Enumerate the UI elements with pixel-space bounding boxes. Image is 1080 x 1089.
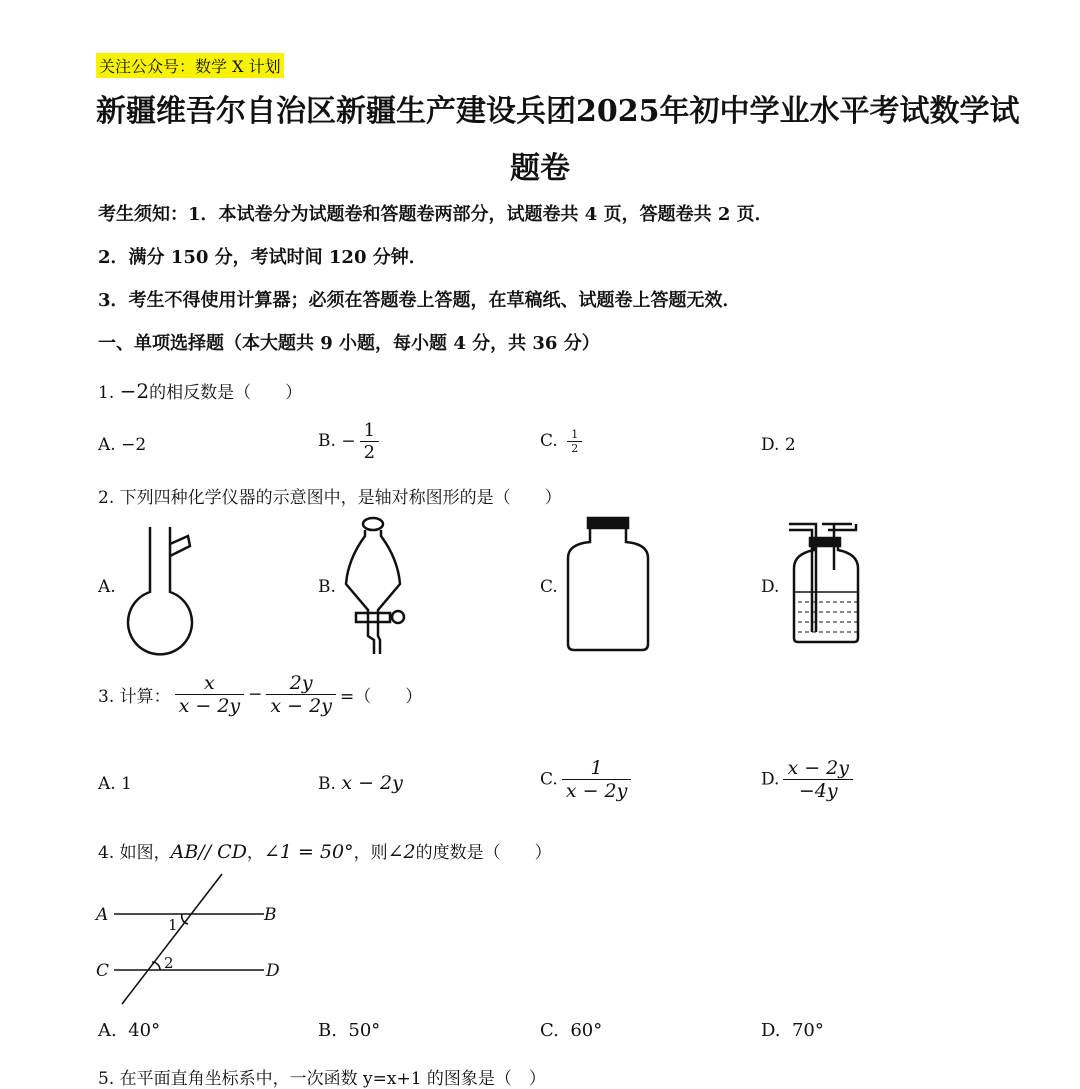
question-5: 5. 在平面直角坐标系中，一次函数 y=x+1 的图象是（ ） (98, 1069, 546, 1089)
notice-3: 3．考生不得使用计算器；必须在答题卷上答题，在草稿纸、试题卷上答题无效． (98, 290, 741, 311)
question-3: 3. 计算： $\frac{x}{x - 2y}$ − $\frac{2y}{x - 2y}$ =（ ） (98, 672, 423, 717)
promo-banner: 关注公众号：数学 X 计划 (96, 53, 284, 78)
q1-option-d[interactable]: D. 2 (761, 435, 796, 455)
page-title: 新疆维吾尔自治区新疆生产建设兵团2025年初中学业水平考试数学试 (96, 94, 1020, 129)
point-a-label: A (96, 905, 109, 925)
q4-option-a[interactable]: A. 40° (98, 1020, 161, 1041)
q1-option-c[interactable]: C. $\frac{1}{2}$ (540, 428, 586, 455)
q1-option-a[interactable]: A. −2 (98, 435, 147, 455)
q3-option-d[interactable]: D. $\frac{x - 2y}{-4y}$ (761, 757, 857, 802)
section-heading: 一、单项选择题（本大题共 9 小题，每小题 4 分，共 36 分） (98, 333, 600, 354)
angle-1-label: 1 (168, 916, 178, 934)
q4-option-d[interactable]: D. 70° (761, 1020, 824, 1041)
q1-option-b[interactable]: B. − $\frac{1}{2}$ (318, 420, 383, 463)
parallel-lines-figure (94, 868, 294, 1008)
q2-option-a[interactable]: A. (98, 577, 116, 597)
gas-bottle-figure-d (784, 520, 864, 652)
q3-option-c[interactable]: C. $\frac{1}{x - 2y}$ (540, 757, 635, 802)
q3-option-a[interactable]: A. 1 (98, 774, 132, 794)
notice-1: 考生须知：1．本试卷分为试题卷和答题卷两部分，试题卷共 4 页，答题卷共 2 页． (98, 204, 773, 225)
point-d-label: D (266, 961, 280, 981)
point-c-label: C (96, 961, 110, 981)
q4-option-c[interactable]: C. 60° (540, 1020, 603, 1041)
q3-option-b[interactable]: B. x − 2y (318, 772, 403, 794)
question-2: 2. 下列四种化学仪器的示意图中，是轴对称图形的是（ ） (98, 488, 562, 508)
flask-figure-a (118, 522, 208, 652)
q4-option-b[interactable]: B. 50° (318, 1020, 381, 1041)
notice-2: 2．满分 150 分，考试时间 120 分钟． (98, 247, 427, 268)
q2-option-b[interactable]: B. (318, 577, 336, 597)
q2-option-d[interactable]: D. (761, 577, 780, 597)
page-title-cont: 题卷 (510, 151, 570, 186)
q2-option-c[interactable]: C. (540, 577, 558, 597)
question-4: 4. 如图，AB// CD，∠1 = 50°，则∠2的度数是（ ） (98, 841, 552, 863)
angle-2-label: 2 (164, 954, 174, 972)
point-b-label: B (264, 905, 277, 925)
bottle-figure-c (560, 516, 655, 656)
question-1: 1. −2的相反数是（ ） (98, 379, 303, 403)
funnel-figure-b (340, 514, 415, 656)
